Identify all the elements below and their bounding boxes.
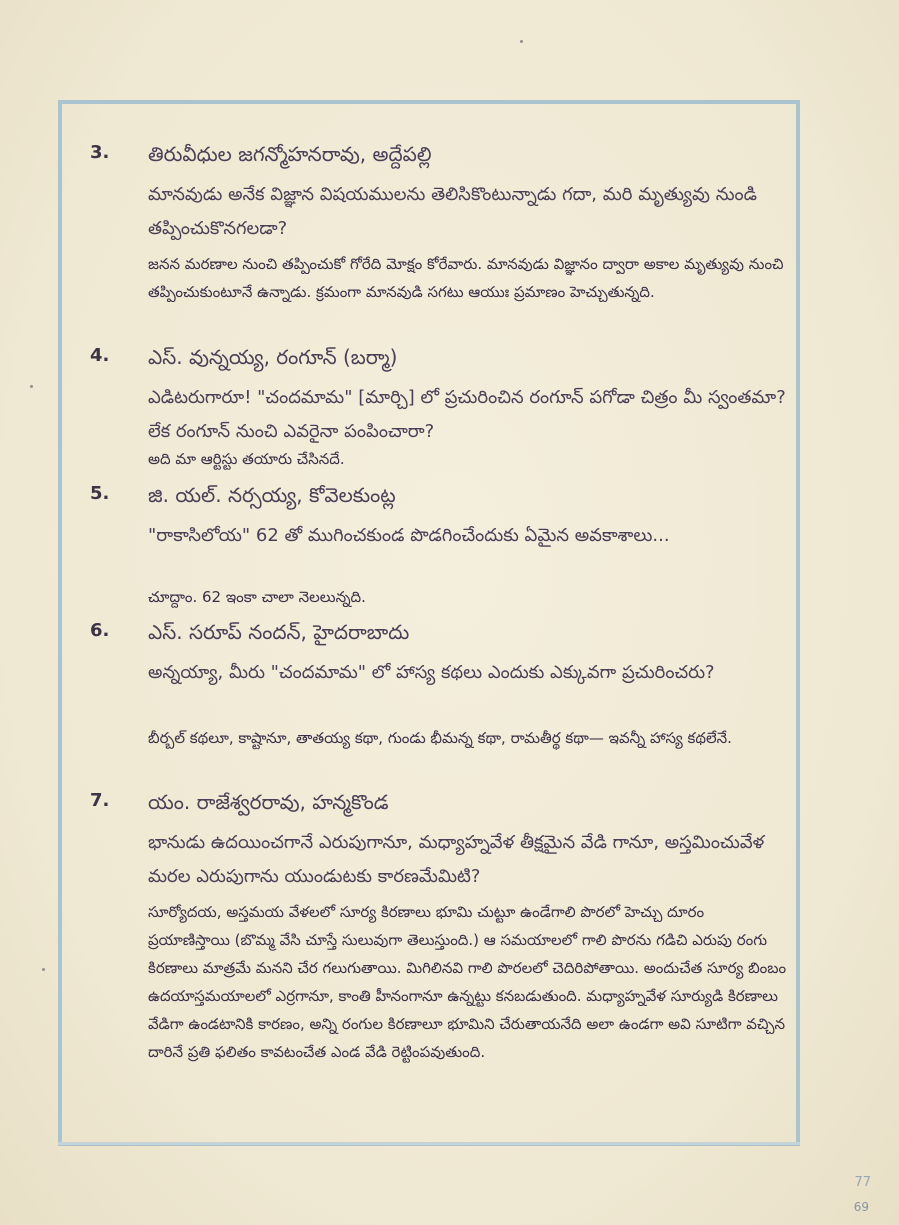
questioner-name: జి. యల్. నర్సయ్య, కోవెలకుంట్ల xyxy=(148,483,396,507)
questioner-name: తిరువీధుల జగన్మోహనరావు, అద్దేపల్లి xyxy=(148,142,432,166)
item-number: 5. xyxy=(90,483,110,504)
answer-text: జనన మరణాల నుంచి తప్పించుకో గోరేది మోక్షం కోరేవారు. మానవుడు విజ్ఞానం ద్వారా అకాల మృత్యువు నుంచి తప్పించుకుంటూనే ఉన్నాడు. క్రమంగా మానవుడి సగటు ఆయుః ప్రమాణం హెచ్చుతున్నది. xyxy=(148,255,784,301)
questioner-name: యం. రాజేశ్వరరావు, హన్మకొండ xyxy=(148,790,389,814)
item-number: 3. xyxy=(90,142,110,163)
answer-text: సూర్యోదయ, అస్తమయ వేళలలో సూర్య కిరణాలు భూమి చుట్టూ ఉండేగాలి పొరలో హెచ్చు దూరం ప్రయాణిస్తాయి (బొమ్మ వేసి చూస్తే సులువుగా తెలుస్తుంది.) ఆ సమయాలలో గాలి పొరను గడిచి ఎరుపు రంగు కిరణాలు మాత్రమే మనని చేర గలుగుతాయి. మిగిలినవి గాలి పొరలలో చెదిరిపోతాయి. అందుచేత సూర్య బింబం ఉదయాస్తమయాలలో ఎర్రగానూ, కాంతి హీనంగానూ ఉన్నట్టు కనబడుతుంది. మధ్యాహ్నవేళ సూర్యుడి కిరణాలు వేడిగా ఉండటానికి కారణం, అన్ని రంగుల కిరణాలూ భూమిని చేరుతాయనేది అలా ఉండగా అవి సూటిగా వచ్చిన దారినే ప్రతి ఫలితం కావటంచేత ఎండ వేడి రెట్టింపవుతుంది. xyxy=(148,903,787,1061)
item-number: 6. xyxy=(90,620,110,641)
item-number: 4. xyxy=(90,345,110,366)
answer-text: చూద్దాం. 62 ఇంకా చాలా నెలలున్నది. xyxy=(148,588,366,606)
small-page-number: 69 xyxy=(853,1200,869,1214)
question-text: మానవుడు అనేక విజ్ఞాన విషయములను తెలిసికొంటున్నాడు గదా, మరి మృత్యువు నుండి తప్పించుకొనగలడా? xyxy=(148,184,758,239)
question-text: భానుడు ఉదయించగానే ఎరుపుగానూ, మధ్యాహ్నవేళ తీక్షమైన వేడి గానూ, అస్తమించువేళ మరల ఎరుపుగాను యుండుటకు కారణమేమిటి? xyxy=(148,832,765,887)
questioner-name: ఎస్. వున్నయ్య, రంగూన్ (బర్మా) xyxy=(148,345,398,369)
item-number: 7. xyxy=(90,790,110,811)
answer-text: అది మా ఆర్టిస్టు తయారు చేసినదే. xyxy=(148,450,345,468)
question-text: అన్నయ్యా, మీరు "చందమామ" లో హాస్య కథలు ఎందుకు ఎక్కువగా ప్రచురించరు? xyxy=(148,662,715,683)
questioner-name: ఎస్. సరూప్ నందన్, హైదరాబాదు xyxy=(148,620,410,644)
ink-speck xyxy=(42,968,45,971)
question-text: "రాకాసిలోయ" 62 తో ముగించకుండ పొడగించేందుకు ఏమైన అవకాశాలు... xyxy=(148,525,670,546)
ink-speck xyxy=(30,385,33,388)
pencil-page-number: 77 xyxy=(854,1175,871,1190)
question-text: ఎడిటరుగారూ! "చందమామ" [మార్చి] లో ప్రచురించిన రంగూన్ పగోడా చిత్రం మీ స్వంతమా? లేక రంగూన్ నుంచి ఎవరైనా పంపించారా? xyxy=(148,387,786,442)
answer-text: బీర్బల్ కథలూ, కాష్టానూ, తాతయ్య కథా, గుండు భీమన్న కథా, రామతీర్థ కథా— ఇవన్నీ హాస్య కథలేనే. xyxy=(148,729,732,747)
ink-speck xyxy=(520,40,523,43)
